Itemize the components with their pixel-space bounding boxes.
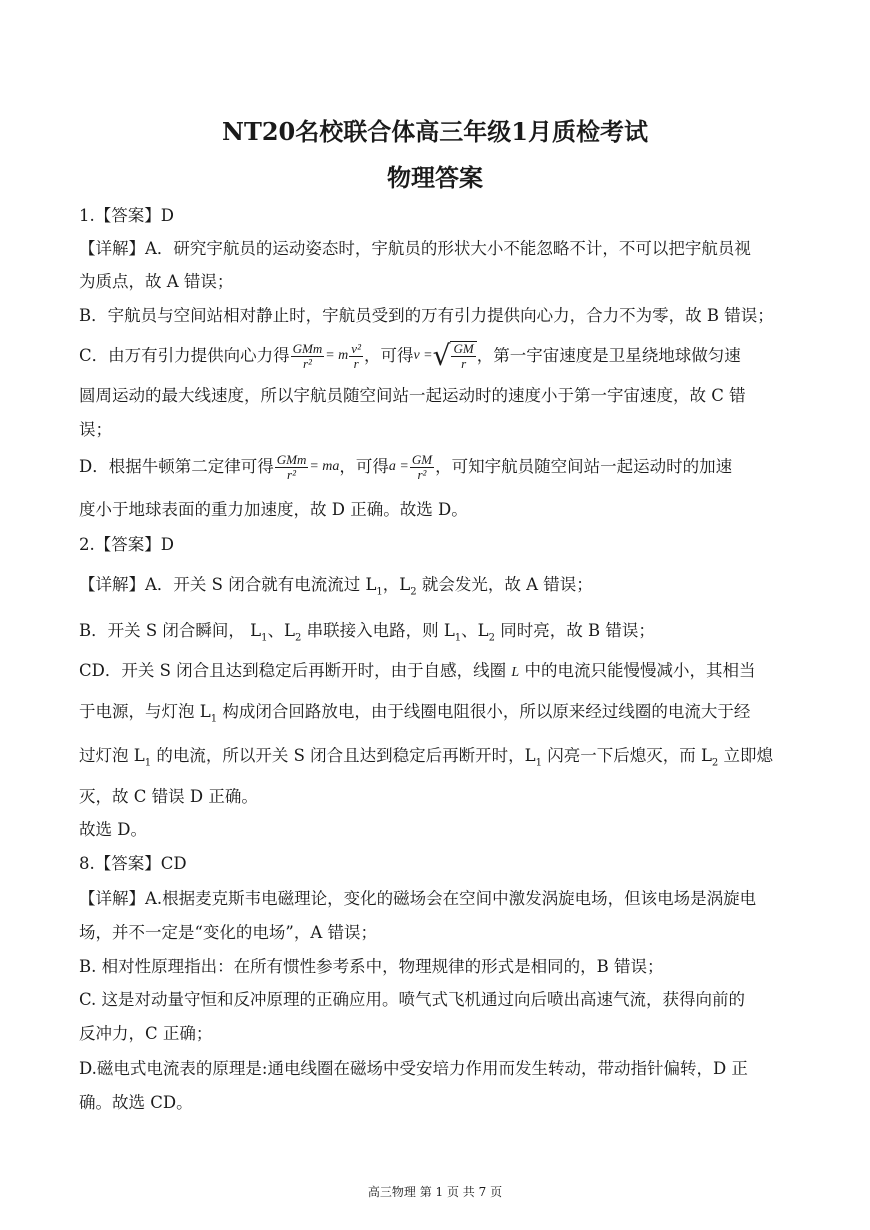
q1-c-line3: 误； [79,420,112,439]
q2-a-line: 【详解】A．开关 S 闭合就有电流流过 $L_1$，$L_2$ 就会发光，故 A 错误； [79,575,593,598]
formula-v2-over-r: $\frac{\text{v²}}{r}$ [351,340,361,371]
q8-a-line2: 场，并不一定是“变化的电场”，A 错误； [79,923,378,942]
q1-c-post: ，第一宇宙速度是卫星绕地球做匀速 [476,346,741,365]
q2-b-line: B．开关 S 闭合瞬间， $L_1$、$L_2$ 串联接入电路，则 $L_1$、$L_2$ 同时亮，故 B 错误； [79,621,655,644]
q8-a-line1: 【详解】A.根据麦克斯韦电磁理论，变化的磁场会在空间中激发涡旋电场，但该电场是涡旋电 [79,889,757,908]
formula-sqrt-gm-over-r: √ $\frac{GM}{r}$ [433,341,477,371]
formula-v-eq: v = [413,348,433,363]
page-footer: 高三物理 第 1 页 共 7 页 [367,1185,503,1199]
q1-d-post: ，可知宇航员随空间站一起运动时的加速 [435,457,733,476]
q1-a-line1: 【详解】A．研究宇航员的运动姿态时，宇航员的形状大小不能忽略不计，不可以把宇航员视 [79,239,751,258]
q2-cd-line1: CD．开关 S 闭合且达到稳定后再断开时，由于自感，线圈 L 中的电流只能慢慢减小，其相当 [79,661,756,680]
q8-c-line2: 反冲力，C 正确； [79,1024,213,1043]
q8-d-line2: 确。故选 CD。 [79,1093,193,1112]
radical-icon: √ [432,339,451,372]
formula-eq-ma: = ma [309,459,340,474]
q8-d-line1: D.磁电式电流表的原理是:通电线圈在磁场中受安培力作用而发生转动，带动指针偏转，D 正 [79,1059,748,1078]
formula-eq-m: = m [325,348,349,363]
q2-cd-line3: 过灯泡 $L_1$ 的电流，所以开关 S 闭合且达到稳定后再断开时，$L_1$ 闪亮一下后熄灭，而 $L_2$ 立即熄 [79,746,774,769]
q1-d-line1 [79,450,798,484]
q1-c-pre: C．由万有引力提供向心力得 [79,346,290,365]
formula-gmm-over-r2: $\frac{\text{GMm}}{\text{r²}}$ [292,340,323,371]
q2-cd-line4: 灭，故 C 错误 D 正确。 [79,787,258,806]
q8-b-line: B. 相对性原理指出：在所有惯性参考系中，物理规律的形式是相同的，B 错误； [79,957,664,976]
formula-a-eq: a = [388,459,409,474]
q2-answer: 2.【答案】D [79,535,174,554]
q2-conclusion: 故选 D。 [79,820,147,839]
q8-answer: 8.【答案】CD [79,854,187,873]
document-subtitle: 物理答案 [387,163,483,192]
q1-d-pre: D．根据牛顿第二定律可得 [79,457,274,476]
q1-c-line2: 圆周运动的最大线速度，所以宇航员随空间站一起运动时的速度小于第一宇宙速度，故 C 错 [79,386,746,405]
q1-d-line2: 度小于地球表面的重力加速度，故 D 正确。故选 D。 [79,500,468,519]
document-title: NT20名校联合体高三年级1月质检考试 [222,117,648,146]
q1-c-line1 [79,339,798,373]
q1-b-line1: B．宇航员与空间站相对静止时，宇航员受到的万有引力提供向心力，合力不为零，故 B 错误； [79,306,774,325]
q1-a-line2: 为质点，故 A 错误； [79,272,234,291]
formula-gmm-over-r2-d: $\frac{\text{GMm}}{\text{r²}}$ [276,451,307,482]
q1-answer: 1.【答案】D [79,206,174,225]
formula-gm-over-r2: $\frac{GM}{\text{r²}}$ [411,451,433,482]
q1-c-mid: ，可得 [363,346,414,365]
q1-d-mid: ，可得 [339,457,389,476]
q8-c-line1: C. 这是对动量守恒和反冲原理的正确应用。喷气式飞机通过向后喷出高速气流，获得向前的 [79,990,746,1009]
q2-cd-line2: 于电源，与灯泡 $L_1$ 构成闭合回路放电，由于线圈电阻很小，所以原来经过线圈的电流大于经 [79,702,751,725]
